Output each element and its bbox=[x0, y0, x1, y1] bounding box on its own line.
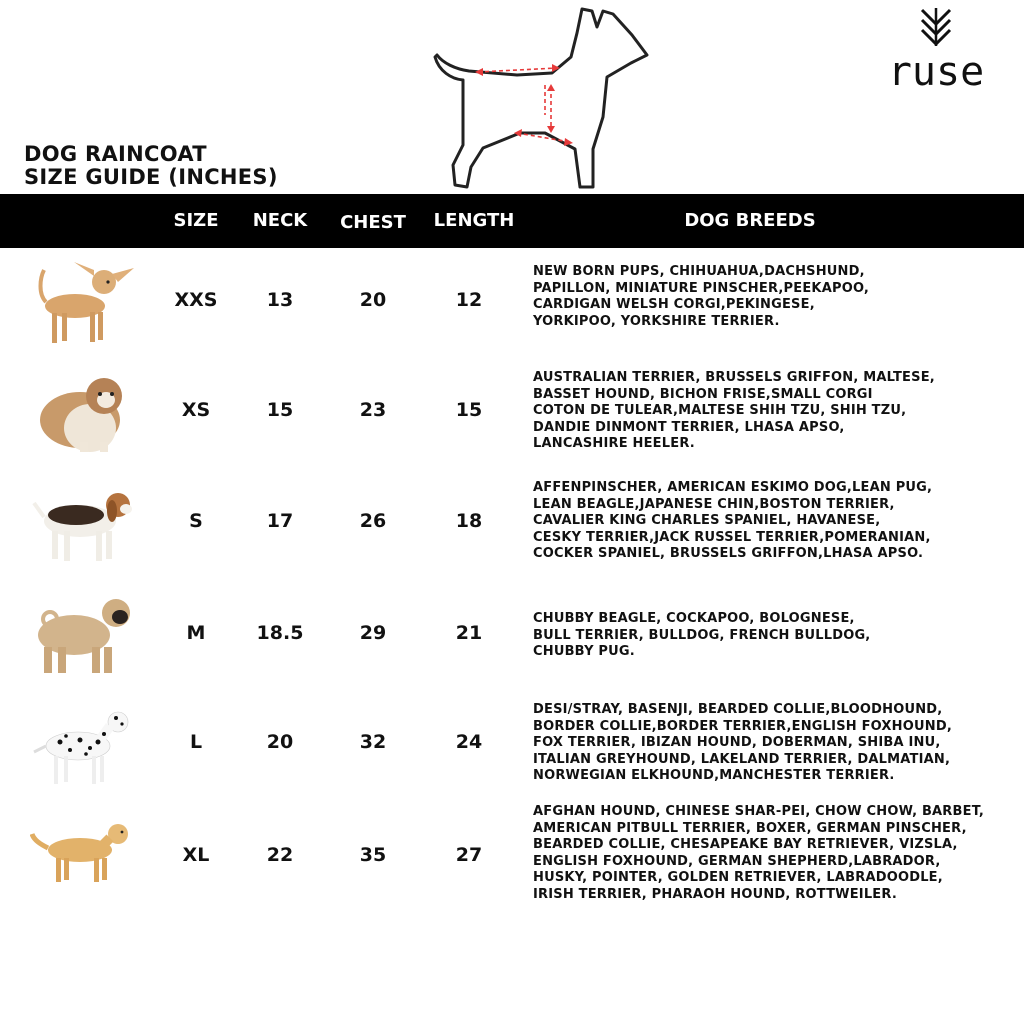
breeds-list bbox=[533, 370, 1013, 453]
table-row bbox=[0, 589, 1024, 685]
breeds-line: AFGHAN HOUND, CHINESE SHAR-PEI, CHOW CHOW, BARBET, bbox=[533, 804, 985, 819]
breeds-line: CHUBBY PUG. bbox=[533, 644, 635, 659]
breeds-line: AFFENPINSCHER, AMERICAN ESKIMO DOG,LEAN PUG, bbox=[533, 480, 933, 495]
chest-cell: 20 bbox=[359, 289, 387, 311]
breeds-line: CHUBBY BEAGLE, COCKAPOO, BOLOGNESE, bbox=[533, 611, 855, 626]
breeds-line: BULL TERRIER, BULLDOG, FRENCH BULLDOG, bbox=[533, 627, 871, 643]
breeds-line: CAVALIER KING CHARLES SPANIEL, HAVANESE, bbox=[533, 513, 881, 528]
breeds-line: DESI/STRAY, BASENJI, BEARDED COLLIE,BLOODHOUND, bbox=[533, 702, 943, 717]
header-neck: NECK bbox=[252, 210, 308, 231]
breeds-line: AMERICAN PITBULL TERRIER, BOXER, GERMAN PINSCHER, bbox=[533, 820, 967, 836]
table-header bbox=[0, 194, 1024, 248]
chihuahua-photo bbox=[30, 258, 140, 348]
breeds-line: ITALIAN GREYHOUND, LAKELAND TERRIER, DALMATIAN, bbox=[533, 751, 951, 767]
breeds-line: ENGLISH FOXHOUND, GERMAN SHEPHERD,LABRADOR, bbox=[533, 853, 941, 869]
chest-cell: 32 bbox=[359, 731, 387, 753]
breeds-line: LEAN BEAGLE,JAPANESE CHIN,BOSTON TERRIER, bbox=[533, 496, 895, 512]
brand-name: ruse bbox=[887, 49, 985, 95]
breeds-line: FOX TERRIER, IBIZAN HOUND, DOBERMAN, SHIBA INU, bbox=[533, 735, 941, 750]
chevron-stack-icon bbox=[918, 6, 954, 50]
size-cell: M bbox=[186, 622, 206, 644]
size-cell: S bbox=[189, 510, 203, 532]
header-length: LENGTH bbox=[433, 210, 515, 231]
table-row bbox=[0, 477, 1024, 573]
page-title bbox=[24, 143, 278, 189]
neck-cell: 13 bbox=[266, 289, 294, 311]
golden-retriever-photo bbox=[30, 814, 140, 904]
chest-cell: 26 bbox=[359, 510, 387, 532]
chest-cell: 35 bbox=[359, 844, 387, 866]
table-row bbox=[0, 804, 1024, 908]
neck-cell: 17 bbox=[266, 510, 294, 532]
title-line-1: DOG RAINCOAT bbox=[24, 142, 207, 166]
length-cell: 12 bbox=[455, 289, 483, 311]
breeds-line: PAPILLON, MINIATURE PINSCHER,PEEKAPOO, bbox=[533, 280, 870, 296]
header-size: SIZE bbox=[173, 210, 219, 231]
size-cell: XL bbox=[182, 844, 210, 866]
breeds-line: BORDER COLLIE,BORDER TERRIER,ENGLISH FOXHOUND, bbox=[533, 718, 952, 734]
table-row bbox=[0, 366, 1024, 462]
header-dog-breeds: DOG BREEDS bbox=[684, 210, 816, 231]
length-cell: 21 bbox=[455, 622, 483, 644]
header-chest: CHEST bbox=[340, 212, 406, 233]
neck-cell: 18.5 bbox=[256, 622, 304, 644]
breeds-list bbox=[533, 804, 1013, 903]
brand-logo bbox=[876, 6, 996, 96]
neck-cell: 20 bbox=[266, 731, 294, 753]
length-cell: 15 bbox=[455, 399, 483, 421]
breeds-line: CARDIGAN WELSH CORGI,PEKINGESE, bbox=[533, 297, 815, 312]
neck-cell: 15 bbox=[266, 399, 294, 421]
breeds-line: AUSTRALIAN TERRIER, BRUSSELS GRIFFON, MALTESE, bbox=[533, 370, 935, 385]
length-cell: 27 bbox=[455, 844, 483, 866]
breeds-line: COCKER SPANIEL, BRUSSELS GRIFFON,LHASA APSO. bbox=[533, 546, 924, 561]
table-row bbox=[0, 698, 1024, 794]
breeds-line: CESKY TERRIER,JACK RUSSEL TERRIER,POMERANIAN, bbox=[533, 529, 931, 545]
chest-cell: 23 bbox=[359, 399, 387, 421]
breeds-list bbox=[533, 611, 1013, 661]
breeds-list bbox=[533, 264, 1013, 330]
pug-photo bbox=[30, 591, 140, 681]
breeds-line: NORWEGIAN ELKHOUND,MANCHESTER TERRIER. bbox=[533, 768, 895, 783]
breeds-line: COTON DE TULEAR,MALTESE SHIH TZU, SHIH TZU, bbox=[533, 403, 907, 418]
chest-cell: 29 bbox=[359, 622, 387, 644]
breeds-line: NEW BORN PUPS, CHIHUAHUA,DACHSHUND, bbox=[533, 264, 865, 279]
breeds-line: YORKIPOO, YORKSHIRE TERRIER. bbox=[533, 313, 780, 329]
title-line-2: SIZE GUIDE (INCHES) bbox=[24, 165, 278, 189]
shih-tzu-photo bbox=[30, 368, 140, 458]
breeds-line: BEARDED COLLIE, CHESAPEAKE BAY RETRIEVER, VIZSLA, bbox=[533, 837, 958, 852]
breeds-list bbox=[533, 702, 1013, 785]
length-cell: 18 bbox=[455, 510, 483, 532]
dog-measurement-outline-icon bbox=[425, 5, 655, 191]
breeds-line: HUSKY, POINTER, GOLDEN RETRIEVER, LABRADOODLE, bbox=[533, 870, 943, 885]
size-cell: L bbox=[189, 731, 203, 753]
size-cell: XXS bbox=[174, 289, 218, 311]
breeds-line: LANCASHIRE HEELER. bbox=[533, 436, 695, 451]
dalmatian-photo bbox=[30, 700, 140, 790]
size-cell: XS bbox=[181, 399, 211, 421]
breeds-line: DANDIE DINMONT TERRIER, LHASA APSO, bbox=[533, 419, 845, 435]
breeds-line: IRISH TERRIER, PHARAOH HOUND, ROTTWEILER. bbox=[533, 886, 897, 902]
length-cell: 24 bbox=[455, 731, 483, 753]
breeds-list bbox=[533, 480, 1013, 563]
neck-cell: 22 bbox=[266, 844, 294, 866]
table-row bbox=[0, 256, 1024, 352]
beagle-photo bbox=[30, 479, 140, 569]
breeds-line: BASSET HOUND, BICHON FRISE,SMALL CORGI bbox=[533, 386, 873, 402]
